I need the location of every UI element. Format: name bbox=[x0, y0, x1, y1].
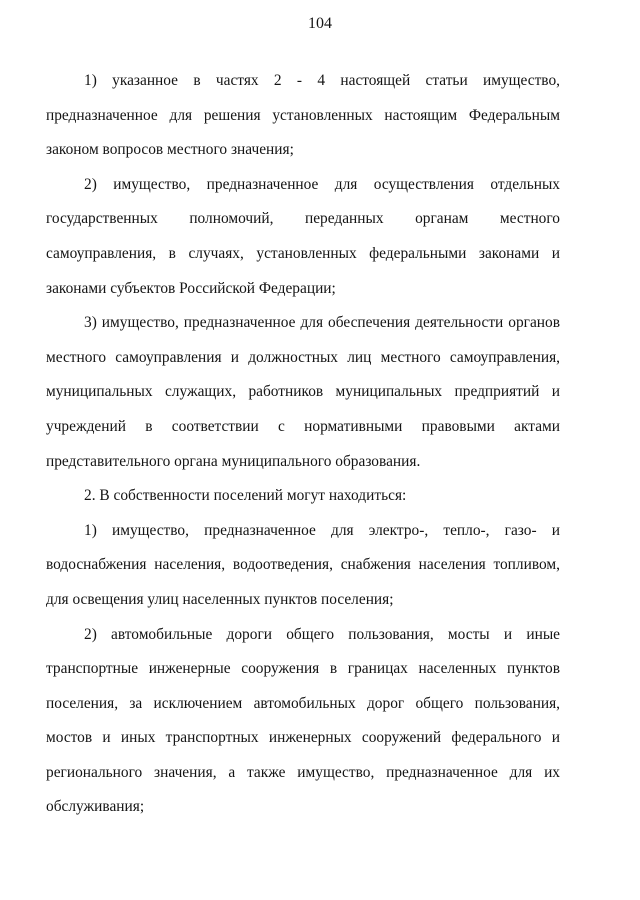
document-body bbox=[46, 64, 560, 825]
paragraph-item-2: 2) имущество, предназначенное для осуществления отдельных государственных полномочий, переданных органам местного самоуправления, в случаях, установленных федеральными законами и законами субъектов Российской Федерации; bbox=[46, 175, 560, 297]
paragraph-item-3: 3) имущество, предназначенное для обеспечения деятельности органов местного самоуправления и должностных лиц местного самоуправления, муниципальных служащих, работников муниципальных предприятий и учреждений в соответствии с нормативными правовыми актами представительного органа муниципального образования. bbox=[46, 314, 560, 470]
paragraph-item-1: 1) указанное в частях 2 - 4 настоящей статьи имущество, предназначенное для решения установленных настоящим Федеральным законом вопросов местного значения; bbox=[46, 72, 560, 159]
page-number: 104 bbox=[308, 15, 332, 32]
paragraph-item-2-settlements: 2) автомобильные дороги общего пользования, мосты и иные транспортные инженерные сооружения в границах населенных пунктов поселения, за исключением автомобильных дорог общего пользования, мостов и иных транспортных инженерных сооружений федерального и регионального значения, а также имущество, предназначенное для их обслуживания; bbox=[46, 625, 560, 816]
paragraph-section-2: 2. В собственности поселений могут находиться: bbox=[84, 487, 407, 505]
paragraph-item-1-settlements: 1) имущество, предназначенное для электро-, тепло-, газо- и водоснабжения населения, водоотведения, снабжения населения топливом, для освещения улиц населенных пунктов поселения; bbox=[46, 521, 560, 608]
